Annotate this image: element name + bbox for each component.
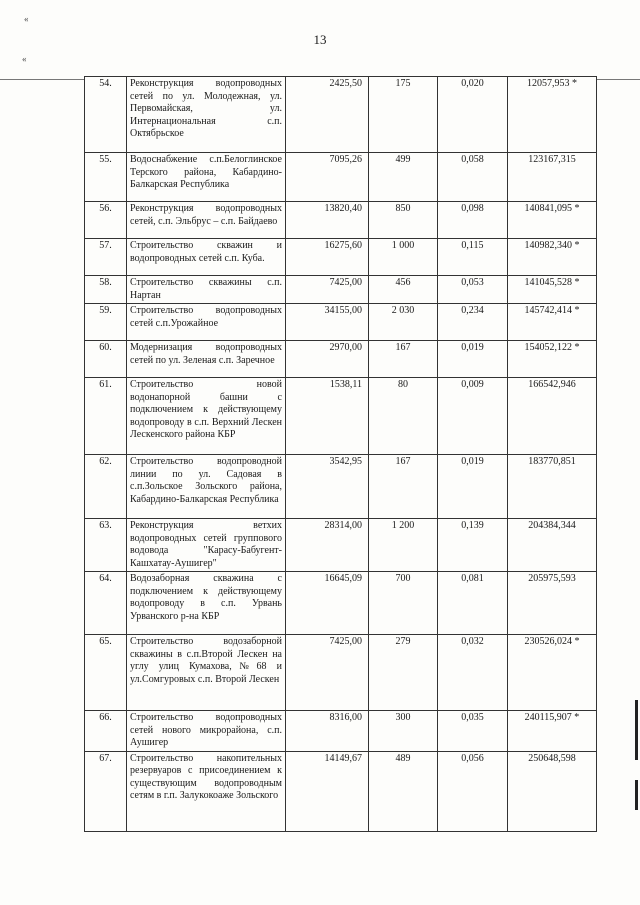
project-cost: 28314,00	[286, 519, 369, 572]
project-share: 0,058	[438, 153, 508, 202]
project-name: Строительство новой водонапорной башни с подключением к действующему водопроводу в с.п. Верхний Лескен Лескенского района КБР	[127, 378, 286, 455]
cumulative-total: 141045,528 *	[508, 276, 597, 304]
scan-artifact	[635, 780, 638, 810]
row-number: 64.	[85, 572, 127, 635]
project-name: Строительство скважины с.п. Нартан	[127, 276, 286, 304]
scan-mark: «	[22, 54, 27, 64]
project-share: 0,019	[438, 341, 508, 378]
table-row	[85, 572, 597, 635]
table-row	[85, 304, 597, 341]
project-cost: 14149,67	[286, 751, 369, 831]
project-name: Строительство водопроводных сетей нового микрорайона, с.п. Аушигер	[127, 711, 286, 752]
cumulative-total: 123167,315	[508, 153, 597, 202]
cumulative-total: 240115,907 *	[508, 711, 597, 752]
row-number: 60.	[85, 341, 127, 378]
project-length: 167	[369, 455, 438, 519]
project-cost: 3542,95	[286, 455, 369, 519]
scan-line	[596, 79, 640, 80]
project-name: Водозаборная скважина с подключением к действующему водопроводу в с.п. Урвань Урванского р-на КБР	[127, 572, 286, 635]
project-cost: 16275,60	[286, 239, 369, 276]
project-length: 700	[369, 572, 438, 635]
cumulative-total: 145742,414 *	[508, 304, 597, 341]
row-number: 66.	[85, 711, 127, 752]
table-row	[85, 276, 597, 304]
cumulative-total: 204384,344	[508, 519, 597, 572]
scan-artifact	[635, 700, 638, 760]
project-length: 1 200	[369, 519, 438, 572]
project-cost: 8316,00	[286, 711, 369, 752]
row-number: 67.	[85, 751, 127, 831]
project-share: 0,139	[438, 519, 508, 572]
row-number: 55.	[85, 153, 127, 202]
table-row	[85, 519, 597, 572]
table-row	[85, 153, 597, 202]
project-length: 2 030	[369, 304, 438, 341]
project-cost: 16645,09	[286, 572, 369, 635]
cumulative-total: 140982,340 *	[508, 239, 597, 276]
project-length: 499	[369, 153, 438, 202]
project-name: Строительство скважин и водопроводных сетей с.п. Куба.	[127, 239, 286, 276]
scan-line	[0, 79, 84, 80]
project-cost: 7425,00	[286, 276, 369, 304]
cumulative-total: 166542,946	[508, 378, 597, 455]
project-name: Строительство водопроводных сетей с.п.Урожайное	[127, 304, 286, 341]
row-number: 63.	[85, 519, 127, 572]
cumulative-total: 230526,024 *	[508, 635, 597, 711]
project-share: 0,009	[438, 378, 508, 455]
project-length: 456	[369, 276, 438, 304]
row-number: 59.	[85, 304, 127, 341]
scan-mark: «	[24, 14, 29, 24]
project-length: 175	[369, 77, 438, 153]
project-name: Строительство накопительных резервуаров с присоединением к существующим водопроводным сетям в г.п. Залукокоаже Зольского	[127, 751, 286, 831]
project-share: 0,056	[438, 751, 508, 831]
table-row	[85, 239, 597, 276]
table-row	[85, 77, 597, 153]
project-share: 0,081	[438, 572, 508, 635]
table-row	[85, 341, 597, 378]
project-cost: 34155,00	[286, 304, 369, 341]
row-number: 54.	[85, 77, 127, 153]
project-length: 279	[369, 635, 438, 711]
table-row	[85, 751, 597, 831]
project-name: Водоснабжение с.п.Белоглинское Терского района, Кабардино-Балкарская Республика	[127, 153, 286, 202]
projects-table	[84, 76, 597, 832]
project-cost: 13820,40	[286, 202, 369, 239]
cumulative-total: 183770,851	[508, 455, 597, 519]
project-name: Реконструкция водопроводных сетей по ул. Молодежная, ул. Первомайская, ул. Интернациональная с.п. Октябрьское	[127, 77, 286, 153]
project-name: Реконструкция водопроводных сетей, с.п. Эльбрус – с.п. Байдаево	[127, 202, 286, 239]
project-length: 167	[369, 341, 438, 378]
project-name: Реконструкция ветхих водопроводных сетей группового водовода "Карасу-Бабугент-Кашхатау-Аушигер"	[127, 519, 286, 572]
project-length: 489	[369, 751, 438, 831]
table-row	[85, 455, 597, 519]
project-length: 1 000	[369, 239, 438, 276]
project-name: Модернизация водопроводных сетей по ул. Зеленая с.п. Заречное	[127, 341, 286, 378]
cumulative-total: 12057,953 *	[508, 77, 597, 153]
project-length: 80	[369, 378, 438, 455]
table-row	[85, 711, 597, 752]
page-number: 13	[313, 32, 327, 47]
project-cost: 7425,00	[286, 635, 369, 711]
table-row	[85, 635, 597, 711]
table-row	[85, 202, 597, 239]
project-cost: 2425,50	[286, 77, 369, 153]
project-name: Строительство водозаборной скважины в с.п.Второй Лескен на углу улиц Кумахова,№68 и ул.Сомгуровых с.п. Второй Лескен	[127, 635, 286, 711]
project-share: 0,115	[438, 239, 508, 276]
project-cost: 2970,00	[286, 341, 369, 378]
project-share: 0,098	[438, 202, 508, 239]
row-number: 57.	[85, 239, 127, 276]
row-number: 65.	[85, 635, 127, 711]
cumulative-total: 140841,095 *	[508, 202, 597, 239]
row-number: 61.	[85, 378, 127, 455]
table-row	[85, 378, 597, 455]
project-length: 850	[369, 202, 438, 239]
row-number: 62.	[85, 455, 127, 519]
project-share: 0,020	[438, 77, 508, 153]
project-share: 0,032	[438, 635, 508, 711]
cumulative-total: 250648,598	[508, 751, 597, 831]
project-length: 300	[369, 711, 438, 752]
row-number: 56.	[85, 202, 127, 239]
project-share: 0,035	[438, 711, 508, 752]
row-number: 58.	[85, 276, 127, 304]
project-share: 0,019	[438, 455, 508, 519]
project-name: Строительство водопроводной линии по ул. Садовая в с.п.Зольское Зольского района, Кабардино-Балкарская Республика	[127, 455, 286, 519]
cumulative-total: 154052,122 *	[508, 341, 597, 378]
project-cost: 7095,26	[286, 153, 369, 202]
project-share: 0,234	[438, 304, 508, 341]
cumulative-total: 205975,593	[508, 572, 597, 635]
project-share: 0,053	[438, 276, 508, 304]
project-cost: 1538,11	[286, 378, 369, 455]
